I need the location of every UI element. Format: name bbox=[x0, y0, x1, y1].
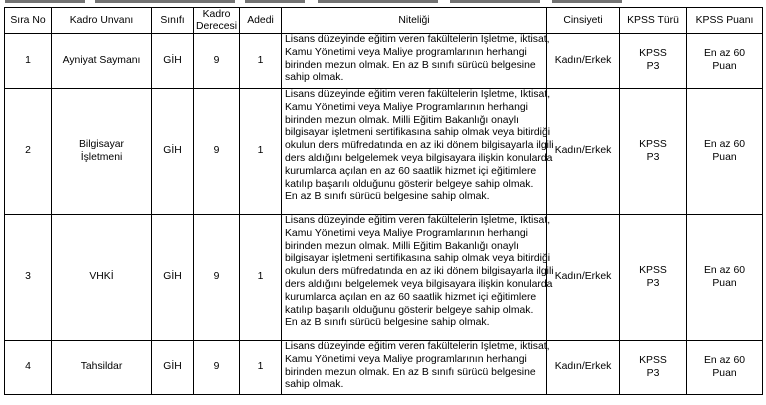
cell-adedi-text: 1 bbox=[257, 271, 264, 283]
header-niteligi: Niteliği bbox=[282, 8, 547, 34]
niteligi-line: okulun ders müfredatında en az iki dönem bilgisayarla ilgili bbox=[285, 266, 554, 278]
cell-sira-no-text: 1 bbox=[25, 54, 31, 66]
niteligi-line: okulun ders müfredatında en az iki dönem bilgisayarla ilgili bbox=[285, 140, 554, 152]
cell-cinsiyeti-text: Kadın/Erkek bbox=[554, 54, 612, 66]
niteligi-line: Lisans düzeyinde eğitim veren fakültelerin İşletme, İktisat, bbox=[285, 89, 551, 100]
cell-sira-no bbox=[5, 215, 52, 341]
cell-kpss-puani bbox=[687, 34, 763, 89]
cell-adedi-text: 1 bbox=[257, 145, 264, 157]
cell-cinsiyeti-text: Kadın/Erkek bbox=[554, 145, 612, 157]
niteligi-line: Kamu Yönetimi veya Maliye programlarının herhangi bbox=[285, 46, 527, 58]
cell-cinsiyeti-text: Kadın/Erkek bbox=[554, 271, 612, 283]
cell-kadro-unvani-text: Ayniyat Saymanı bbox=[62, 54, 141, 66]
cell-kpss-turu-text: KPSS P3 bbox=[639, 264, 667, 289]
cell-kpss-turu bbox=[620, 34, 687, 89]
niteligi-line: Kamu Yönetimi veya Maliye Programlarının herhangi bbox=[285, 227, 528, 239]
cell-kpss-puani-text: En az 60 Puan bbox=[703, 354, 745, 379]
header-kadro-derecesi: Kadro Derecesi bbox=[194, 8, 240, 34]
header-sinifi: Sınıfı bbox=[152, 8, 194, 34]
niteligi-line: birinden mezun olmak. En az B sınıfı sürücü belgesine bbox=[285, 366, 536, 378]
niteligi-line: katılıp başarılı olduğunu gösterir belgeye sahip olmak. bbox=[285, 304, 534, 316]
cell-adedi bbox=[240, 341, 282, 395]
niteligi-line: katılıp başarılı olduğunu gösterir belgeye sahip olmak. bbox=[285, 178, 534, 190]
cell-cinsiyeti-text: Kadın/Erkek bbox=[554, 361, 612, 373]
cell-kadro-derecesi-text: 9 bbox=[213, 54, 220, 66]
cell-niteligi bbox=[282, 89, 554, 215]
niteligi-line: bilgisayar işletmeni sertifikasına sahip olmak veya bitirdiği bbox=[285, 253, 551, 265]
header-kadro-unvani: Kadro Unvanı bbox=[52, 8, 152, 34]
cell-cinsiyeti bbox=[547, 89, 620, 215]
niteligi-line: bilgisayar işletmeni sertifikasına sahip olmak veya bitirdiği bbox=[285, 127, 551, 139]
niteligi-line: kurumlarca açılan en az 60 saatlik hizmet içi eğitimlere bbox=[285, 291, 537, 303]
cell-cinsiyeti bbox=[547, 215, 620, 341]
cell-kadro-derecesi-text: 9 bbox=[213, 361, 220, 373]
cell-niteligi bbox=[282, 34, 550, 89]
niteligi-line: Lisans düzeyinde eğitim veren fakültelerin İşletme, İktisat, bbox=[285, 215, 551, 226]
cell-niteligi bbox=[282, 215, 554, 341]
cell-sira-no-text: 3 bbox=[25, 271, 31, 283]
cropped-text-above-table bbox=[0, 0, 766, 5]
cell-kpss-turu-text: KPSS P3 bbox=[639, 48, 667, 72]
cell-kpss-puani-text: En az 60 Puan bbox=[703, 264, 745, 289]
cell-kadro-derecesi-text: 9 bbox=[213, 145, 220, 157]
cell-kpss-puani bbox=[687, 341, 763, 395]
cell-kpss-puani-text: En az 60 Puan bbox=[703, 138, 745, 163]
cell-kadro-derecesi bbox=[194, 34, 240, 89]
cell-kpss-puani-text: En az 60 Puan bbox=[703, 48, 745, 72]
cell-kpss-turu-text: KPSS P3 bbox=[639, 354, 667, 379]
header-row bbox=[5, 8, 763, 34]
cell-kadro-unvani bbox=[52, 34, 152, 89]
cell-sira-no bbox=[5, 89, 52, 215]
table-row bbox=[5, 89, 763, 215]
niteligi-line: Kamu Yönetimi veya Maliye programlarının herhangi bbox=[285, 353, 527, 365]
cell-sira-no bbox=[5, 341, 52, 395]
niteligi-line: Lisans düzeyinde eğitim veren fakültelerin İşletme, iktisat, bbox=[285, 341, 550, 352]
cell-cinsiyeti bbox=[547, 34, 620, 89]
niteligi-line: sahip olmak. bbox=[285, 379, 344, 391]
niteligi-line: kurumlarca açılan en az 60 saatlik hizmet içi eğitimlere bbox=[285, 165, 537, 177]
cell-adedi-text: 1 bbox=[257, 54, 264, 66]
cell-kadro-unvani bbox=[52, 215, 152, 341]
cell-sinifi bbox=[152, 89, 194, 215]
niteligi-line: birinden mezun olmak. Milli Eğitim Bakanlığı onaylı bbox=[285, 114, 519, 126]
niteligi-line: En az B sınıfı sürücü belgesine sahip olmak. bbox=[285, 191, 490, 203]
cell-kadro-unvani-text: VHKİ bbox=[89, 271, 114, 283]
niteligi-line: Lisans düzeyinde eğitim veren fakültelerin İşletme, iktisat, bbox=[285, 34, 550, 45]
cell-adedi bbox=[240, 89, 282, 215]
cell-kadro-unvani-text: Bilgisayar İşletmeni bbox=[78, 138, 125, 163]
header-kpss-turu: KPSS Türü bbox=[620, 8, 687, 34]
niteligi-line: ders aldığını belgelemek veya bilgisayara ilişkin konularda bbox=[285, 278, 553, 290]
cell-sinifi-text: GİH bbox=[163, 54, 182, 66]
cell-kpss-turu-text: KPSS P3 bbox=[639, 138, 667, 163]
niteligi-line: birinden mezun olmak. En az B sınıfı sürücü belgesine bbox=[285, 59, 536, 71]
header-kpss-puani: KPSS Puanı bbox=[687, 8, 763, 34]
cell-kpss-turu bbox=[620, 341, 687, 395]
cell-sinifi-text: GİH bbox=[163, 271, 182, 283]
cell-kadro-derecesi bbox=[194, 89, 240, 215]
cell-adedi bbox=[240, 34, 282, 89]
cell-kpss-puani bbox=[687, 215, 763, 341]
cell-sinifi bbox=[152, 341, 194, 395]
niteligi-line: Kamu Yönetimi veya Maliye Programlarının herhangi bbox=[285, 101, 528, 113]
cell-sinifi-text: GİH bbox=[163, 145, 182, 157]
cell-kadro-unvani bbox=[52, 89, 152, 215]
table-row bbox=[5, 341, 763, 395]
cell-sira-no-text: 4 bbox=[25, 361, 31, 373]
header-sira-no: Sıra No bbox=[5, 8, 52, 34]
cell-kadro-derecesi bbox=[194, 341, 240, 395]
cell-adedi bbox=[240, 215, 282, 341]
table-row bbox=[5, 34, 763, 89]
cell-kadro-unvani-text: Tahsildar bbox=[80, 361, 123, 373]
cell-sinifi bbox=[152, 34, 194, 89]
cell-kpss-turu bbox=[620, 89, 687, 215]
cell-sinifi-text: GİH bbox=[163, 361, 182, 373]
niteligi-line: sahip olmak. bbox=[285, 72, 344, 84]
cell-kpss-turu bbox=[620, 215, 687, 341]
cell-niteligi bbox=[282, 341, 550, 395]
cell-kadro-derecesi bbox=[194, 215, 240, 341]
kadro-table bbox=[4, 7, 763, 395]
header-cinsiyeti: Cinsiyeti bbox=[547, 8, 620, 34]
niteligi-line: ders aldığını belgelemek veya bilgisayara ilişkin konularda bbox=[285, 152, 553, 164]
cell-kadro-derecesi-text: 9 bbox=[213, 271, 220, 283]
niteligi-line: birinden mezun olmak. Milli Eğitim Bakanlığı onaylı bbox=[285, 240, 519, 252]
cell-cinsiyeti bbox=[547, 341, 620, 395]
table-row bbox=[5, 215, 763, 341]
cell-sinifi bbox=[152, 215, 194, 341]
cell-kadro-unvani bbox=[52, 341, 152, 395]
niteligi-line: En az B sınıfı sürücü belgesine sahip olmak. bbox=[285, 317, 490, 329]
cell-adedi-text: 1 bbox=[257, 361, 264, 373]
cell-sira-no bbox=[5, 34, 52, 89]
header-adedi: Adedi bbox=[240, 8, 282, 34]
cell-sira-no-text: 2 bbox=[25, 145, 31, 157]
cell-kpss-puani bbox=[687, 89, 763, 215]
